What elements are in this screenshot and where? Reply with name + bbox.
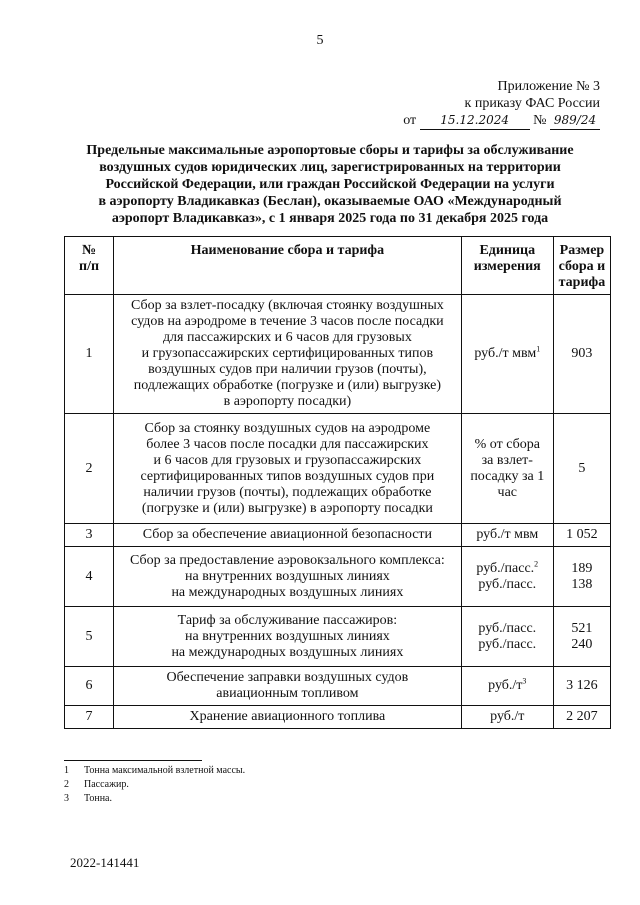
footnote-ref: 1 bbox=[536, 344, 541, 354]
row-value: 3 126 bbox=[553, 667, 610, 706]
row-name: Обеспечение заправки воздушных судов авиационным топливом bbox=[114, 667, 462, 706]
appendix-order-ref: к приказу ФАС России bbox=[464, 96, 600, 111]
header-value: Размер сбора и тарифа bbox=[553, 237, 610, 295]
appendix-title: Приложение № 3 bbox=[497, 79, 600, 94]
footnote-item: 2 Пассажир. bbox=[64, 779, 129, 790]
row-name: Хранение авиационного топлива bbox=[114, 706, 462, 729]
row-unit: руб./пасс. руб./пасс. bbox=[461, 607, 553, 667]
table-row bbox=[65, 667, 611, 706]
row-value: 521 240 bbox=[553, 607, 610, 667]
handwritten-date: 15.12.2024 bbox=[420, 112, 530, 130]
row-num: 3 bbox=[65, 524, 114, 547]
row-num: 4 bbox=[65, 547, 114, 607]
document-title: Предельные максимальные аэропортовые сборы и тарифы за обслуживание воздушных судов юридических лиц, зарегистрированных на территории Российской Федерации, или граждан Российской Федерации на услуги в аэропорту Владикавказ (Беслан), оказываемые ОАО «Международный аэропорт Владикавказ», с 1 января 2025 года по 31 декабря 2025 года bbox=[86, 143, 574, 226]
document-code: 2022-141441 bbox=[70, 855, 140, 870]
footnote-divider bbox=[64, 760, 202, 761]
row-name: Сбор за обеспечение авиационной безопасности bbox=[114, 524, 462, 547]
table-row bbox=[65, 295, 611, 414]
table-row bbox=[65, 607, 611, 667]
row-value: 903 bbox=[553, 295, 610, 414]
table-header-row bbox=[65, 237, 611, 295]
header-name: Наименование сбора и тарифа bbox=[114, 237, 462, 295]
tariff-table bbox=[64, 236, 611, 729]
footnote-item: 3 Тонна. bbox=[64, 793, 112, 804]
row-num: 7 bbox=[65, 706, 114, 729]
row-value: 1 052 bbox=[553, 524, 610, 547]
table-row bbox=[65, 414, 611, 524]
header-unit: Единица измерения bbox=[461, 237, 553, 295]
handwritten-number: 989/24 bbox=[550, 112, 600, 130]
row-name: Сбор за предоставление аэровокзального комплекса: на внутренних воздушных линиях на международных воздушных линиях bbox=[114, 547, 462, 607]
row-num: 6 bbox=[65, 667, 114, 706]
header-num: № п/п bbox=[65, 237, 114, 295]
page-number: 5 bbox=[316, 33, 324, 48]
row-value: 2 207 bbox=[553, 706, 610, 729]
from-label: от bbox=[403, 113, 417, 128]
table-row bbox=[65, 524, 611, 547]
row-value: 189 138 bbox=[553, 547, 610, 607]
row-num: 2 bbox=[65, 414, 114, 524]
number-label: № bbox=[533, 113, 547, 128]
row-name: Сбор за взлет-посадку (включая стоянку воздушных судов на аэродроме в течение 3 часов после посадки для пассажирских и 6 часов для грузовых и грузопассажирских сертифицированных типов воздушных судов при наличии грузов (почты), подлежащих обработке (погрузке и (или) выгрузке) в аэропорту посадки) bbox=[114, 295, 462, 414]
row-unit: % от сбора за взлет- посадку за 1 час bbox=[461, 414, 553, 524]
footnote-ref: 2 bbox=[534, 558, 539, 568]
row-unit: руб./т мвм bbox=[461, 524, 553, 547]
row-unit: руб./т мвм$^1$ bbox=[461, 295, 553, 414]
footnote-item: 1 Тонна максимальной взлетной массы. bbox=[64, 765, 246, 776]
appendix-date-number bbox=[400, 112, 600, 130]
appendix-block bbox=[400, 78, 600, 130]
row-unit: $руб./т^3$ bbox=[461, 667, 553, 706]
row-unit: руб./т bbox=[461, 706, 553, 729]
row-value: 5 bbox=[553, 414, 610, 524]
row-unit: руб./пасс.$^2$ руб./пасс. bbox=[461, 547, 553, 607]
footnotes bbox=[64, 764, 245, 806]
row-num: 5 bbox=[65, 607, 114, 667]
table-row bbox=[65, 547, 611, 607]
row-name: Тариф за обслуживание пассажиров: на внутренних воздушных линиях на международных воздушных линиях bbox=[114, 607, 462, 667]
row-num: 1 bbox=[65, 295, 114, 414]
footnote-ref: 3 bbox=[522, 676, 527, 686]
table-row bbox=[65, 706, 611, 729]
row-name: Сбор за стоянку воздушных судов на аэродроме более 3 часов после посадки для пассажирских и 6 часов для грузовых и грузопассажирских сертифицированных типов воздушных судов при наличии грузов (почты), подлежащих обработке (погрузке и (или) выгрузке) в аэропорту посадки bbox=[114, 414, 462, 524]
